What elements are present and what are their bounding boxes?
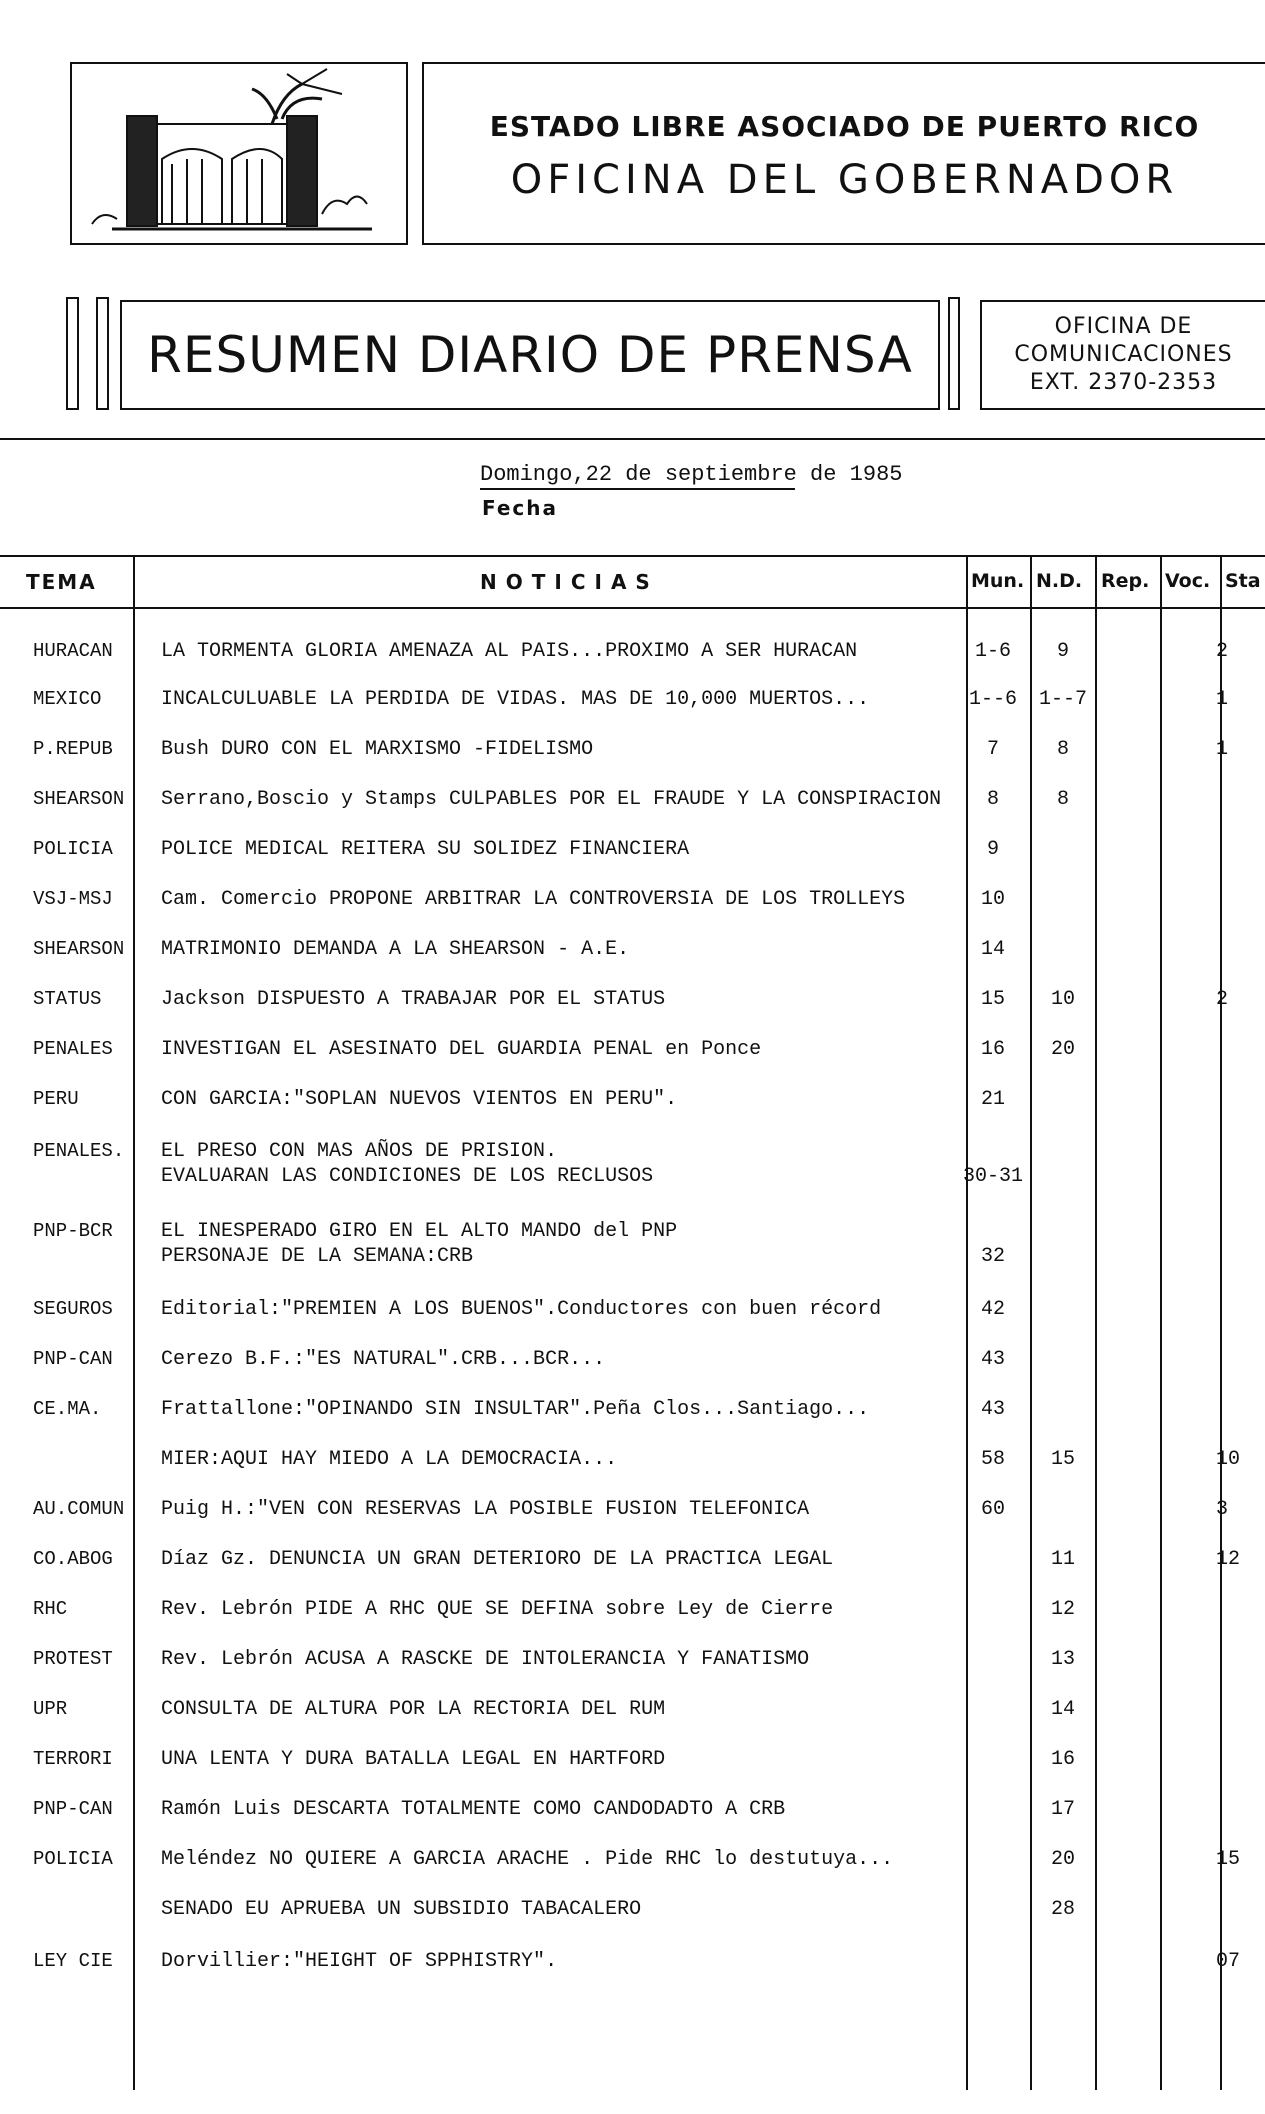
row-nd: 28: [1050, 1898, 1075, 1921]
row-noticia: Bush DURO CON EL MARXISMO -FIDELISMO: [161, 738, 594, 761]
fortaleza-sketch-icon: [72, 64, 406, 243]
row-tema: STATUS: [33, 988, 102, 1010]
row-sta: 2: [1216, 640, 1229, 663]
row-mun: 60: [980, 1498, 1005, 1521]
row-nd: 13: [1050, 1648, 1075, 1671]
row-nd: 8: [1056, 788, 1069, 811]
row-sta: 07: [1216, 1950, 1241, 1973]
date-underline: [480, 488, 795, 490]
row-sta: 10: [1216, 1448, 1241, 1471]
row-noticia: SENADO EU APRUEBA UN SUBSIDIO TABACALERO: [161, 1898, 642, 1921]
document-title: RESUMEN DIARIO DE PRENSA: [147, 326, 913, 384]
row-tema: PNP-BCR: [33, 1220, 113, 1242]
comm-office-line: COMUNICACIONES: [1014, 342, 1233, 367]
row-tema: HURACAN: [33, 640, 113, 662]
row-noticia: INVESTIGAN EL ASESINATO DEL GUARDIA PENAL en Ponce: [161, 1038, 762, 1061]
row-mun: 15: [980, 988, 1005, 1011]
row-noticia: Frattallone:"OPINANDO SIN INSULTAR".Peña Clos...Santiago...: [161, 1398, 870, 1421]
row-sta: 1: [1216, 738, 1229, 761]
row-mun: 21: [980, 1088, 1005, 1111]
row-nd: 16: [1050, 1748, 1075, 1771]
row-noticia: Díaz Gz. DENUNCIA UN GRAN DETERIORO DE LA PRACTICA LEGAL: [161, 1548, 834, 1571]
row-noticia: EL PRESO CON MAS AÑOS DE PRISION.: [161, 1140, 558, 1163]
row-tema: RHC: [33, 1598, 68, 1620]
row-noticia: Dorvillier:"HEIGHT OF SPPHISTRY".: [161, 1950, 558, 1973]
row-noticia: PERSONAJE DE LA SEMANA:CRB: [161, 1245, 474, 1268]
office-name: OFICINA DEL GOBERNADOR: [510, 157, 1179, 203]
row-tema: VSJ-MSJ: [33, 888, 113, 910]
banner-bar: [66, 297, 79, 410]
row-sta: 2: [1216, 988, 1229, 1011]
row-tema: PENALES: [33, 1038, 113, 1060]
row-tema: MEXICO: [33, 688, 102, 710]
column-rule: [1030, 555, 1032, 2090]
row-mun: 16: [980, 1038, 1005, 1061]
comm-office-ext: EXT. 2370-2353: [1029, 370, 1218, 395]
row-nd: 9: [1056, 640, 1069, 663]
row-sta: 3: [1216, 1498, 1229, 1521]
row-noticia: Meléndez NO QUIERE A GARCIA ARACHE . Pide RHC lo destutuya...: [161, 1848, 894, 1871]
row-mun: 1--6: [968, 688, 1017, 711]
row-nd: 1--7: [1038, 688, 1087, 711]
row-sta: 1: [1216, 688, 1229, 711]
row-tema: P.REPUB: [33, 738, 113, 760]
row-tema: PENALES.: [33, 1140, 125, 1162]
row-tema: CE.MA.: [33, 1398, 102, 1420]
row-noticia: Editorial:"PREMIEN A LOS BUENOS".Conductores con buen récord: [161, 1298, 882, 1321]
row-tema: CO.ABOG: [33, 1548, 113, 1570]
row-mun: 30-31: [963, 1165, 1024, 1188]
banner-bar: [96, 297, 109, 410]
row-noticia: Rev. Lebrón PIDE A RHC QUE SE DEFINA sobre Ley de Cierre: [161, 1598, 834, 1621]
document-title-box: [120, 300, 940, 410]
row-nd: 20: [1050, 1038, 1075, 1061]
comm-office-line: OFICINA DE: [1054, 314, 1193, 339]
row-tema: PERU: [33, 1088, 79, 1110]
row-noticia: Ramón Luis DESCARTA TOTALMENTE COMO CANDODADTO A CRB: [161, 1798, 786, 1821]
row-noticia: Puig H.:"VEN CON RESERVAS LA POSIBLE FUSION TELEFONICA: [161, 1498, 810, 1521]
divider: [0, 438, 1265, 440]
row-mun: 10: [980, 888, 1005, 911]
row-sta: 12: [1216, 1548, 1241, 1571]
row-noticia: Cam. Comercio PROPONE ARBITRAR LA CONTROVERSIA DE LOS TROLLEYS: [161, 888, 906, 911]
row-noticia: Rev. Lebrón ACUSA A RASCKE DE INTOLERANCIA Y FANATISMO: [161, 1648, 810, 1671]
column-rule: [1095, 555, 1097, 2090]
row-noticia: Serrano,Boscio y Stamps CULPABLES POR EL FRAUDE Y LA CONSPIRACION: [161, 788, 942, 811]
row-nd: 15: [1050, 1448, 1075, 1471]
row-noticia: EL INESPERADO GIRO EN EL ALTO MANDO del PNP: [161, 1220, 678, 1243]
row-mun: 43: [980, 1398, 1005, 1421]
row-nd: 12: [1050, 1598, 1075, 1621]
column-rule: [133, 555, 135, 2090]
row-nd: 20: [1050, 1848, 1075, 1871]
row-nd: 8: [1056, 738, 1069, 761]
row-noticia: MATRIMONIO DEMANDA A LA SHEARSON - A.E.: [161, 938, 630, 961]
row-nd: 11: [1050, 1548, 1075, 1571]
row-tema: PNP-CAN: [33, 1798, 113, 1820]
column-rule: [966, 555, 968, 2090]
row-noticia: Jackson DISPUESTO A TRABAJAR POR EL STATUS: [161, 988, 666, 1011]
col-header-noticias: NOTICIAS: [480, 570, 659, 594]
row-noticia: Cerezo B.F.:"ES NATURAL".CRB...BCR...: [161, 1348, 606, 1371]
row-mun: 1-6: [974, 640, 1011, 663]
row-tema: SHEARSON: [33, 938, 125, 960]
row-mun: 43: [980, 1348, 1005, 1371]
row-tema: AU.COMUN: [33, 1498, 125, 1520]
col-header-sta: Sta: [1225, 570, 1261, 592]
logo-box: [70, 62, 408, 245]
banner-bar: [948, 297, 960, 410]
col-header-nd: N.D.: [1036, 570, 1083, 592]
row-nd: 14: [1050, 1698, 1075, 1721]
row-mun: 8: [986, 788, 999, 811]
row-mun: 32: [980, 1245, 1005, 1268]
row-tema: PROTEST: [33, 1648, 113, 1670]
row-tema: LEY CIE: [33, 1950, 113, 1972]
row-mun: 58: [980, 1448, 1005, 1471]
row-noticia: POLICE MEDICAL REITERA SU SOLIDEZ FINANCIERA: [161, 838, 690, 861]
row-tema: SEGUROS: [33, 1298, 113, 1320]
date-label: Fecha: [482, 496, 559, 520]
row-nd: 17: [1050, 1798, 1075, 1821]
row-noticia: EVALUARAN LAS CONDICIONES DE LOS RECLUSOS: [161, 1165, 654, 1188]
row-tema: TERRORI: [33, 1748, 113, 1770]
table-top-rule: [0, 555, 1265, 557]
row-noticia: MIER:AQUI HAY MIEDO A LA DEMOCRACIA...: [161, 1448, 618, 1471]
table-header-rule: [0, 607, 1265, 609]
row-sta: 15: [1216, 1848, 1241, 1871]
col-header-voc: Voc.: [1165, 570, 1211, 592]
row-tema: POLICIA: [33, 1848, 113, 1870]
column-rule: [1160, 555, 1162, 2090]
comm-office-box: [980, 300, 1265, 410]
col-header-rep: Rep.: [1101, 570, 1150, 592]
row-noticia: UNA LENTA Y DURA BATALLA LEGAL EN HARTFORD: [161, 1748, 666, 1771]
row-tema: SHEARSON: [33, 788, 125, 810]
col-header-tema: TEMA: [26, 570, 97, 594]
office-title-box: [422, 62, 1265, 245]
row-tema: UPR: [33, 1698, 68, 1720]
row-tema: PNP-CAN: [33, 1348, 113, 1370]
row-noticia: CON GARCIA:"SOPLAN NUEVOS VIENTOS EN PERU".: [161, 1088, 678, 1111]
date-value: Domingo,22 de septiembre de 1985: [480, 462, 903, 487]
row-mun: 42: [980, 1298, 1005, 1321]
row-mun: 7: [986, 738, 999, 761]
row-mun: 14: [980, 938, 1005, 961]
state-name: ESTADO LIBRE ASOCIADO DE PUERTO RICO: [489, 110, 1200, 143]
row-tema: POLICIA: [33, 838, 113, 860]
col-header-mun: Mun.: [971, 570, 1025, 592]
row-noticia: CONSULTA DE ALTURA POR LA RECTORIA DEL RUM: [161, 1698, 666, 1721]
row-noticia: LA TORMENTA GLORIA AMENAZA AL PAIS...PROXIMO A SER HURACAN: [161, 640, 858, 663]
row-nd: 10: [1050, 988, 1075, 1011]
row-noticia: INCALCULUABLE LA PERDIDA DE VIDAS. MAS DE 10,000 MUERTOS...: [161, 688, 870, 711]
row-mun: 9: [986, 838, 999, 861]
